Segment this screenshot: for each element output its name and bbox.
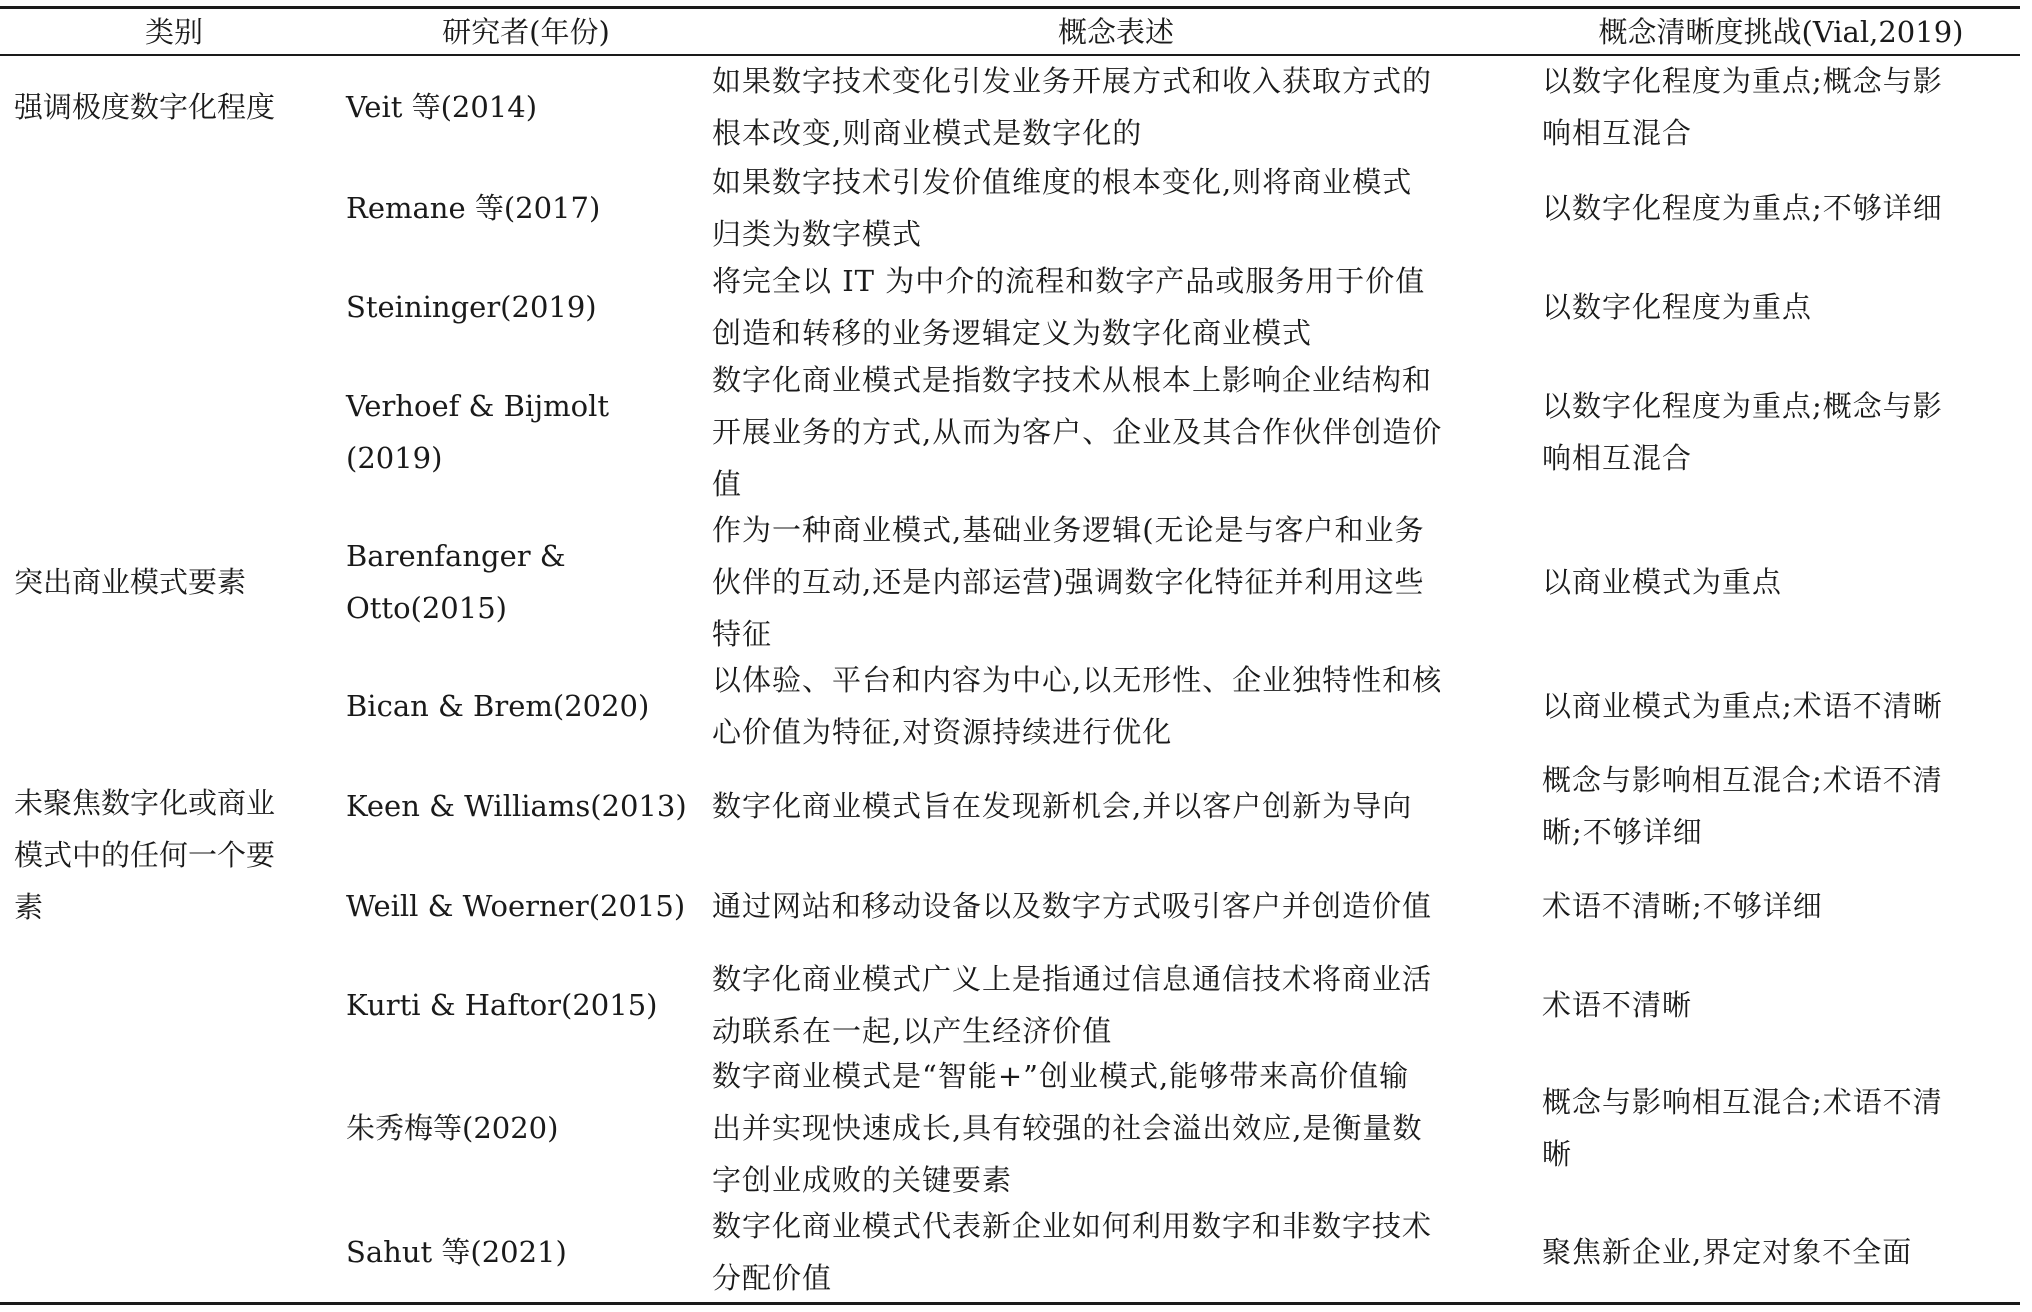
concept-cell-line: 特征	[712, 617, 773, 651]
concept-cell	[712, 508, 1520, 656]
researcher-cell	[346, 158, 706, 258]
concept-cell-line: 根本改变,则商业模式是数字化的	[712, 116, 1143, 150]
challenge-cell	[1542, 756, 2020, 856]
category-cell-line: 突出商业模式要素	[14, 565, 247, 599]
concept-cell-line: 值	[712, 467, 743, 501]
concept-cell-line: 通过网站和移动设备以及数字方式吸引客户并创造价值	[712, 889, 1433, 923]
challenge-cell-line: 概念与影响相互混合;术语不清	[1542, 1085, 1943, 1119]
challenge-cell-line: 以数字化程度为重点;概念与影	[1542, 64, 1943, 98]
challenge-cell	[1542, 856, 2020, 956]
concept-cell	[712, 56, 1520, 158]
concept-cell	[712, 856, 1520, 956]
concept-cell	[712, 956, 1520, 1054]
challenge-cell-line: 聚焦新企业,界定对象不全面	[1542, 1235, 1913, 1269]
concept-cell-line: 分配价值	[712, 1261, 833, 1295]
concept-cell	[712, 158, 1520, 258]
category-cell-line: 素	[14, 890, 44, 924]
challenge-cell-line: 响相互混合	[1542, 441, 1693, 475]
concept-cell-line: 创造和转移的业务逻辑定义为数字化商业模式	[712, 316, 1313, 350]
concept-cell	[712, 656, 1520, 756]
concept-cell-line: 如果数字技术变化引发业务开展方式和收入获取方式的	[712, 64, 1433, 98]
category-cell-line: 未聚焦数字化或商业	[14, 786, 276, 820]
challenge-cell-line: 以商业模式为重点	[1542, 565, 1783, 599]
researcher-cell	[346, 856, 706, 956]
challenge-cell	[1542, 1054, 2020, 1202]
concept-cell	[712, 756, 1520, 856]
challenge-cell-line: 以数字化程度为重点;概念与影	[1542, 389, 1943, 423]
header-researcher: 研究者(年份)	[442, 15, 610, 49]
challenge-cell-line: 晰;不够详细	[1542, 815, 1703, 849]
concept-cell	[712, 258, 1520, 356]
category-cell	[14, 508, 334, 656]
concept-cell-line: 数字化商业模式广义上是指通过信息通信技术将商业活	[712, 962, 1433, 996]
researcher-cell-line: Barenfanger &	[346, 539, 566, 573]
concept-cell	[712, 356, 1520, 508]
challenge-cell-line: 以数字化程度为重点;不够详细	[1542, 191, 1943, 225]
researcher-cell-line: (2019)	[346, 441, 443, 475]
researcher-cell-line: Kurti & Haftor(2015)	[346, 988, 658, 1022]
concept-cell-line: 数字化商业模式代表新企业如何利用数字和非数字技术	[712, 1209, 1433, 1243]
challenge-cell	[1542, 508, 2020, 656]
challenge-cell-line: 术语不清晰	[1542, 988, 1693, 1022]
researcher-cell	[346, 356, 706, 508]
researcher-cell-line: Veit 等(2014)	[346, 90, 538, 124]
researcher-cell	[346, 956, 706, 1054]
challenge-cell-line: 术语不清晰;不够详细	[1542, 889, 1823, 923]
challenge-cell	[1542, 356, 2020, 508]
researcher-cell-line: Otto(2015)	[346, 591, 507, 625]
researcher-cell	[346, 1202, 706, 1302]
researcher-cell-line: Verhoef & Bijmolt	[346, 389, 610, 423]
header-concept: 概念表述	[1057, 15, 1174, 49]
challenge-cell	[1542, 158, 2020, 258]
concept-cell-line: 如果数字技术引发价值维度的根本变化,则将商业模式	[712, 165, 1413, 199]
researcher-cell	[346, 56, 706, 158]
challenge-cell	[1542, 56, 2020, 158]
challenge-cell-line: 概念与影响相互混合;术语不清	[1542, 763, 1943, 797]
researcher-cell-line: Weill & Woerner(2015)	[346, 889, 686, 923]
researcher-cell	[346, 508, 706, 656]
header-category: 类别	[144, 15, 203, 49]
concept-cell	[712, 1054, 1520, 1202]
challenge-cell-line: 晰	[1542, 1137, 1573, 1171]
concept-cell	[712, 1202, 1520, 1302]
concept-cell-line: 数字化商业模式旨在发现新机会,并以客户创新为导向	[712, 789, 1413, 823]
concept-cell-line: 字创业成败的关键要素	[712, 1163, 1013, 1197]
researcher-cell	[346, 756, 706, 856]
category-cell	[14, 56, 334, 158]
researcher-cell-line: Keen & Williams(2013)	[346, 789, 687, 823]
challenge-cell-line: 响相互混合	[1542, 116, 1693, 150]
challenge-cell	[1542, 956, 2020, 1054]
concept-cell-line: 将完全以 IT 为中介的流程和数字产品或服务用于价值	[712, 264, 1426, 298]
researcher-cell	[346, 1054, 706, 1202]
concept-cell-line: 数字化商业模式是指数字技术从根本上影响企业结构和	[712, 363, 1433, 397]
challenge-cell	[1542, 656, 2020, 756]
researcher-cell-line: Sahut 等(2021)	[346, 1235, 567, 1269]
table-top-rule	[0, 6, 2020, 9]
category-cell-line: 强调极度数字化程度	[14, 90, 276, 124]
header-challenge: 概念清晰度挑战(Vial,2019)	[1598, 15, 1964, 49]
challenge-cell	[1542, 258, 2020, 356]
concept-cell-line: 伙伴的互动,还是内部运营)强调数字化特征并利用这些	[712, 565, 1425, 599]
category-cell	[14, 656, 334, 1054]
concept-cell-line: 以体验、平台和内容为中心,以无形性、企业独特性和核	[712, 663, 1443, 697]
researcher-cell-line: 朱秀梅等(2020)	[346, 1111, 559, 1145]
challenge-cell-line: 以商业模式为重点;术语不清晰	[1542, 689, 1943, 723]
concept-cell-line: 数字商业模式是“智能+”创业模式,能够带来高价值输	[712, 1059, 1410, 1093]
researcher-cell	[346, 258, 706, 356]
researcher-cell	[346, 656, 706, 756]
researcher-cell-line: Bican & Brem(2020)	[346, 689, 650, 723]
researcher-cell-line: Steininger(2019)	[346, 290, 597, 324]
concept-cell-line: 动联系在一起,以产生经济价值	[712, 1014, 1113, 1048]
category-cell-line: 模式中的任何一个要	[14, 838, 276, 872]
concept-cell-line: 作为一种商业模式,基础业务逻辑(无论是与客户和业务	[712, 513, 1425, 547]
challenge-cell	[1542, 1202, 2020, 1302]
researcher-cell-line: Remane 等(2017)	[346, 191, 601, 225]
concept-cell-line: 开展业务的方式,从而为客户、企业及其合作伙伴创造价	[712, 415, 1443, 449]
concept-cell-line: 出并实现快速成长,具有较强的社会溢出效应,是衡量数	[712, 1111, 1423, 1145]
challenge-cell-line: 以数字化程度为重点	[1542, 290, 1813, 324]
concept-cell-line: 归类为数字模式	[712, 217, 923, 251]
concept-cell-line: 心价值为特征,对资源持续进行优化	[712, 715, 1173, 749]
